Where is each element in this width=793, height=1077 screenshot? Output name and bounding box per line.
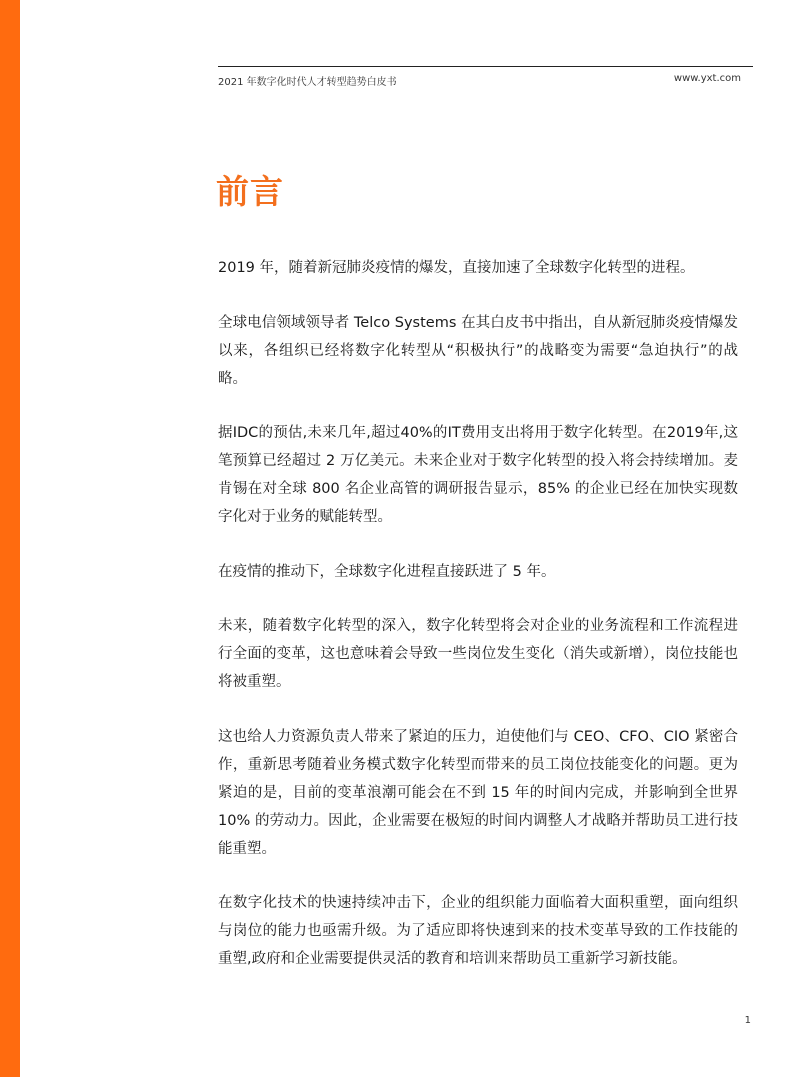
paragraph: 据IDC的预估,未来几年,超过40%的IT费用支出将用于数字化转型。在2019年,这笔预算已经超过 2 万亿美元。未来企业对于数字化转型的投入将会持续增加。麦肯锡在对全球 800 名企业高管的调研报告显示，85% 的企业已经在加快实现数字化对于业务的赋能转型。 — [218, 425, 738, 525]
paragraph: 未来，随着数字化转型的深入，数字化转型将会对企业的业务流程和工作流程进行全面的变革，这也意味着会导致一些岗位发生变化（消失或新增），岗位技能也将被重塑。 — [218, 618, 738, 690]
paragraph: 这也给人力资源负责人带来了紧迫的压力，迫使他们与 CEO、CFO、CIO 紧密合作，重新思考随着业务模式数字化转型而带来的员工岗位技能变化的问题。更为紧迫的是，目前的变革浪潮可能会在不到 15 年的时间内完成，并影响到全世界 10% 的劳动力。因此，企业需要在极短的时间内调整人才战略并帮助员工进行技能重塑。 — [218, 728, 738, 857]
accent-bar — [0, 0, 20, 1077]
paragraph: 2019 年，随着新冠肺炎疫情的爆发，直接加速了全球数字化转型的进程。 — [218, 260, 695, 276]
page-number: 1 — [744, 1015, 751, 1026]
header-title: 2021 年数字化时代人才转型趋势白皮书 — [218, 77, 397, 88]
page-header — [218, 66, 753, 88]
body-text — [218, 254, 738, 1000]
paragraph: 在疫情的推动下，全球数字化进程直接跃进了 5 年。 — [218, 563, 556, 580]
paragraph: 在数字化技术的快速持续冲击下，企业的组织能力面临着大面积重塑，面向组织与岗位的能力也亟需升级。为了适应即将快速到来的技术变革导致的工作技能的重塑,政府和企业需要提供灵活的教育和培训来帮助员工重新学习新技能。 — [218, 895, 738, 967]
paragraph: 全球电信领域领导者 Telco Systems 在其白皮书中指出，自从新冠肺炎疫情爆发以来，各组织已经将数字化转型从“积极执行”的战略变为需要“急迫执行”的战略。 — [218, 314, 738, 387]
page-title: 前言 — [216, 172, 284, 211]
header-url: www.yxt.com — [673, 73, 741, 84]
